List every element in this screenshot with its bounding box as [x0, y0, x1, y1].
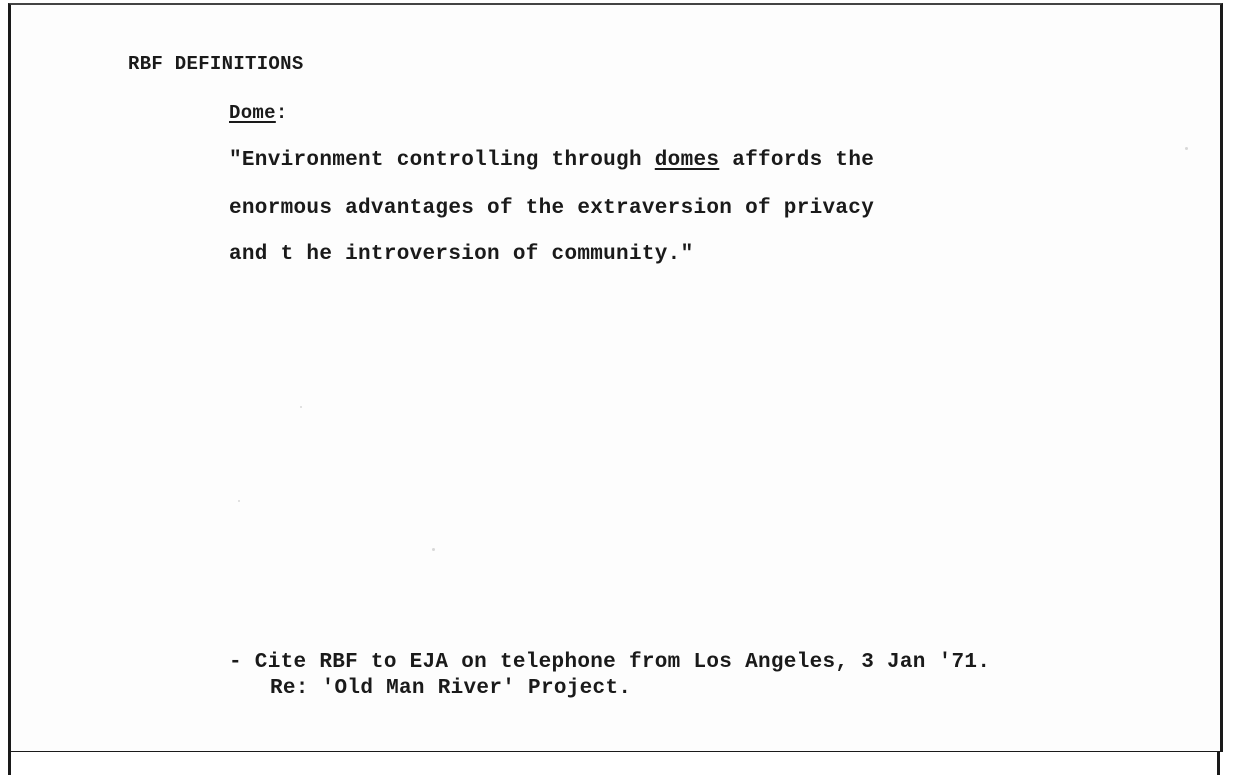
next-card-right-edge	[1217, 752, 1220, 775]
card-heading: RBF DEFINITIONS	[128, 53, 304, 75]
quote-line-1-start: "Environment controlling through	[229, 149, 655, 172]
quote-line-1-end: affords the	[719, 149, 875, 172]
quote-line-3: and t he introversion of community."	[229, 243, 694, 266]
quote-line-1	[229, 149, 874, 173]
quote-underlined-word: domes	[654, 149, 720, 172]
paper-speck	[238, 500, 240, 502]
citation-line-1: - Cite RBF to EJA on telephone from Los Angeles, 3 Jan '71.	[229, 651, 991, 674]
quote-line-2: enormous advantages of the extraversion of privacy	[229, 197, 875, 220]
next-card-left-edge	[8, 752, 11, 775]
definition-term-colon: :	[275, 102, 288, 124]
paper-speck	[432, 548, 435, 551]
paper-speck	[1185, 147, 1188, 150]
definition-term-word: Dome	[229, 102, 276, 124]
definition-term	[229, 101, 288, 125]
citation-line-2: Re: 'Old Man River' Project.	[270, 677, 632, 700]
paper-speck	[300, 406, 302, 408]
definition-card	[8, 3, 1223, 754]
next-card-strip	[0, 752, 1233, 775]
